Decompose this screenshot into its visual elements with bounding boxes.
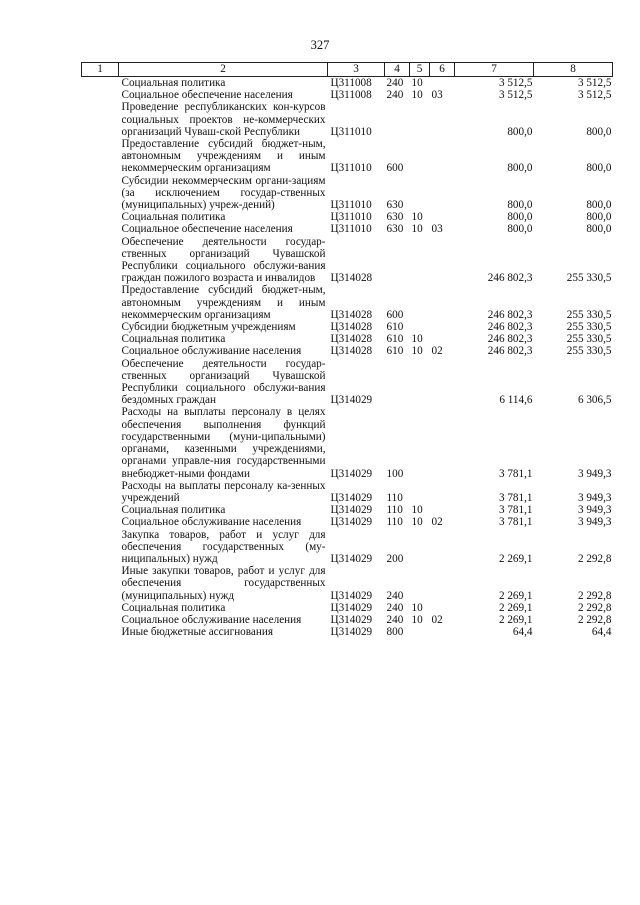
target-code: Ц314029 — [330, 552, 373, 565]
section-code — [410, 529, 430, 566]
section-code — [410, 565, 430, 602]
row-name: Социальная политика — [121, 504, 226, 517]
table-row — [82, 77, 613, 90]
row-name: Иные бюджетные ассигнования — [121, 626, 273, 639]
expense-type — [385, 101, 410, 138]
subsection-code — [430, 480, 455, 504]
amount-col7: 2 269,1 — [498, 552, 533, 565]
table-row — [82, 333, 613, 345]
table-row — [82, 565, 613, 602]
spacer-cell — [82, 406, 119, 479]
spacer-cell — [82, 345, 119, 357]
spacer-cell — [82, 223, 119, 235]
spacer-cell — [82, 321, 119, 333]
expense-type: 610 — [386, 321, 404, 334]
spacer-cell — [82, 504, 119, 516]
subsection-code: 02 — [431, 516, 443, 529]
row-name: Проведение республиканских кон-курсов социальных проектов не-коммерческих организаций Чуваш-ской Республики — [121, 101, 326, 138]
table-row — [82, 504, 613, 516]
spacer-cell — [82, 358, 119, 407]
row-name: Предоставление субсидий бюджет-ным, автономным учреждениям и иным некоммерческим организациям — [121, 138, 326, 175]
row-name: Обеспечение деятельности государ-ственных организаций Чувашской Республики социального обслужи-вания граждан пожилого возраста и инвалидов — [121, 235, 326, 285]
amount-col8: 2 292,8 — [577, 613, 612, 626]
spacer-cell — [82, 614, 119, 626]
expense-type: 110 — [386, 491, 403, 504]
section-code — [410, 321, 430, 333]
amount-col8: 2 292,8 — [577, 601, 612, 614]
subsection-code — [430, 77, 455, 90]
table-row — [82, 284, 613, 321]
amount-col8: 255 330,5 — [566, 333, 612, 346]
subsection-code — [430, 626, 455, 638]
table-row — [82, 614, 613, 626]
spacer-cell — [82, 529, 119, 566]
table-row — [82, 321, 613, 333]
table-header — [82, 63, 613, 77]
section-code: 10 — [411, 211, 423, 224]
amount-col7: 6 114,6 — [499, 394, 533, 407]
row-name: Предоставление субсидий бюджет-ным, автономным учреждениям и иным некоммерческим организациям — [121, 284, 326, 321]
amount-col7: 3 781,1 — [498, 516, 533, 529]
spacer-cell — [82, 626, 119, 638]
target-code: Ц314029 — [330, 613, 373, 626]
section-code — [410, 175, 430, 212]
table-row — [82, 358, 613, 407]
expense-type: 110 — [386, 516, 403, 529]
expense-type: 100 — [386, 467, 404, 480]
column-header: 2 — [119, 63, 328, 77]
target-code: Ц311010 — [330, 125, 372, 138]
table-row — [82, 480, 613, 504]
amount-col8: 255 330,5 — [566, 345, 612, 358]
section-code: 10 — [411, 504, 423, 517]
subsection-code — [430, 602, 455, 614]
amount-col8: 6 306,5 — [577, 394, 612, 407]
row-name: Социальное обеспечение населения — [121, 223, 293, 236]
column-header: 4 — [385, 63, 410, 77]
target-code: Ц311010 — [330, 211, 372, 224]
table-body — [82, 77, 613, 639]
target-code: Ц314029 — [330, 467, 373, 480]
spacer-cell — [82, 516, 119, 528]
section-code — [410, 101, 430, 138]
amount-col7: 246 802,3 — [487, 321, 533, 334]
section-code: 10 — [411, 223, 423, 236]
spacer-cell — [82, 138, 119, 175]
amount-col7: 246 802,3 — [487, 308, 533, 321]
amount-col8: 2 292,8 — [577, 589, 612, 602]
table-row — [82, 101, 613, 138]
row-name: Обеспечение деятельности государ-ственных организаций Чувашской Республики социального обслужи-вания бездомных граждан — [121, 357, 326, 407]
spacer-cell — [82, 101, 119, 138]
target-code: Ц311010 — [330, 223, 372, 236]
amount-col8: 3 949,3 — [577, 467, 612, 480]
row-name: Закупка товаров, работ и услуг для обеспечения государственных (му-ниципальных) нужд — [121, 528, 326, 565]
expense-type: 630 — [386, 223, 404, 236]
table-row — [82, 516, 613, 528]
column-header: 5 — [410, 63, 430, 77]
target-code: Ц314029 — [330, 491, 373, 504]
section-code — [410, 284, 430, 321]
spacer-cell — [82, 602, 119, 614]
row-name: Социальное обслуживание населения — [121, 516, 302, 529]
table-row — [82, 345, 613, 357]
subsection-code — [430, 211, 455, 223]
target-code: Ц314029 — [330, 394, 373, 407]
target-code: Ц314028 — [330, 333, 373, 346]
row-name: Субсидии бюджетным учреждениям — [121, 321, 296, 334]
table-row — [82, 406, 613, 479]
amount-col7: 246 802,3 — [487, 345, 533, 358]
subsection-code — [430, 504, 455, 516]
amount-col7: 3 781,1 — [498, 467, 533, 480]
expense-type: 600 — [386, 162, 404, 175]
spacer-cell — [82, 236, 119, 285]
section-code: 10 — [411, 601, 423, 614]
row-name: Социальное обеспечение населения — [121, 89, 293, 102]
expense-type: 240 — [386, 77, 404, 89]
table-row — [82, 175, 613, 212]
expense-type: 240 — [386, 589, 404, 602]
row-name: Социальная политика — [121, 333, 226, 346]
amount-col8: 3 949,3 — [577, 516, 612, 529]
target-code: Ц314028 — [330, 321, 373, 334]
expense-type — [385, 236, 410, 285]
section-code: 10 — [411, 613, 423, 626]
target-code: Ц314028 — [330, 308, 373, 321]
amount-col8: 800,0 — [586, 125, 612, 138]
row-name: Иные закупки товаров, работ и услуг для обеспечения государственных (муниципальных) нужд — [121, 565, 326, 602]
amount-col8: 3 512,5 — [577, 77, 612, 89]
amount-col8: 64,4 — [591, 626, 612, 639]
amount-col8: 3 949,3 — [577, 491, 612, 504]
target-code: Ц314029 — [330, 626, 373, 639]
column-header: 1 — [82, 63, 119, 77]
target-code: Ц311008 — [330, 77, 372, 89]
section-code — [410, 406, 430, 479]
spacer-cell — [82, 333, 119, 345]
amount-col7: 800,0 — [507, 162, 533, 175]
subsection-code — [430, 406, 455, 479]
section-code — [410, 236, 430, 285]
amount-col7: 800,0 — [507, 125, 533, 138]
subsection-code — [430, 565, 455, 602]
spacer-cell — [82, 480, 119, 504]
target-code: Ц311008 — [330, 89, 372, 102]
spacer-cell — [82, 211, 119, 223]
target-code: Ц314029 — [330, 589, 373, 602]
subsection-code — [430, 333, 455, 345]
target-code: Ц314029 — [330, 601, 373, 614]
column-header: 6 — [430, 63, 455, 77]
spacer-cell — [82, 284, 119, 321]
expense-type: 610 — [386, 345, 404, 358]
table-row — [82, 626, 613, 638]
spacer-cell — [82, 89, 119, 101]
amount-col7: 800,0 — [507, 211, 533, 224]
expense-type — [385, 358, 410, 407]
section-code: 10 — [411, 345, 423, 358]
amount-col8: 800,0 — [586, 223, 612, 236]
amount-col7: 2 269,1 — [498, 601, 533, 614]
target-code: Ц314028 — [330, 272, 373, 285]
section-code — [410, 626, 430, 638]
subsection-code — [430, 101, 455, 138]
expense-type: 800 — [386, 626, 404, 639]
subsection-code — [430, 138, 455, 175]
subsection-code: 03 — [431, 89, 443, 102]
row-name: Социальная политика — [121, 77, 226, 89]
expense-type: 610 — [386, 333, 404, 346]
subsection-code: 02 — [431, 345, 443, 358]
row-name: Расходы на выплаты персоналу ка-зенных учреждений — [121, 479, 326, 504]
expense-type: 600 — [386, 308, 404, 321]
spacer-cell — [82, 77, 119, 90]
amount-col8: 255 330,5 — [566, 321, 612, 334]
table-row — [82, 211, 613, 223]
column-header: 3 — [328, 63, 385, 77]
subsection-code — [430, 321, 455, 333]
subsection-code: 02 — [431, 613, 443, 626]
table-row — [82, 89, 613, 101]
amount-col8: 800,0 — [586, 211, 612, 224]
amount-col8: 255 330,5 — [566, 272, 612, 285]
amount-col7: 3 781,1 — [498, 504, 533, 517]
amount-col7: 246 802,3 — [487, 333, 533, 346]
page-number: 327 — [310, 38, 330, 52]
target-code: Ц314029 — [330, 516, 373, 529]
target-code: Ц311010 — [330, 199, 372, 212]
column-header: 7 — [455, 63, 534, 77]
expense-type: 630 — [386, 199, 404, 212]
amount-col7: 3 781,1 — [498, 491, 533, 504]
amount-col7: 800,0 — [507, 199, 533, 212]
column-header: 8 — [534, 63, 613, 77]
subsection-code: 03 — [431, 223, 443, 236]
expense-type: 630 — [386, 211, 404, 224]
amount-col7: 800,0 — [507, 223, 533, 236]
amount-col7: 2 269,1 — [498, 589, 533, 602]
expense-type: 200 — [386, 552, 404, 565]
expense-type: 240 — [386, 89, 404, 102]
expense-type: 110 — [386, 504, 403, 517]
section-code — [410, 480, 430, 504]
subsection-code — [430, 284, 455, 321]
subsection-code — [430, 358, 455, 407]
amount-col7: 246 802,3 — [487, 272, 533, 285]
amount-col7: 3 512,5 — [498, 77, 533, 89]
subsection-code — [430, 236, 455, 285]
row-name: Социальная политика — [121, 601, 226, 614]
subsection-code — [430, 175, 455, 212]
row-name: Социальное обслуживание населения — [121, 613, 302, 626]
amount-col8: 255 330,5 — [566, 308, 612, 321]
row-name: Социальное обслуживание населения — [121, 345, 302, 358]
table-row — [82, 602, 613, 614]
spacer-cell — [82, 175, 119, 212]
table-row — [82, 529, 613, 566]
amount-col8: 3 512,5 — [577, 89, 612, 102]
table-row — [82, 223, 613, 235]
amount-col8: 2 292,8 — [577, 552, 612, 565]
table-row — [82, 138, 613, 175]
spacer-cell — [82, 565, 119, 602]
section-code: 10 — [411, 89, 423, 102]
amount-col7: 64,4 — [512, 626, 533, 639]
section-code: 10 — [411, 77, 423, 89]
expense-type: 240 — [386, 601, 404, 614]
section-code — [410, 138, 430, 175]
amount-col8: 3 949,3 — [577, 504, 612, 517]
row-name: Расходы на выплаты персоналу в целях обеспечения выполнения функций государственными (муни-ципальными) органами, казенными учреждениями, органами управле-ния государственными внебюджет-ными фондами — [121, 406, 326, 480]
table-row — [82, 236, 613, 285]
row-name: Субсидии некоммерческим органи-зациям (за исключением государ-ственных (муниципальных) учреж-дений) — [121, 174, 326, 212]
budget-table — [81, 62, 613, 638]
subsection-code — [430, 529, 455, 566]
amount-col8: 800,0 — [586, 162, 612, 175]
expense-type: 240 — [386, 613, 404, 626]
amount-col7: 2 269,1 — [498, 613, 533, 626]
amount-col7: 3 512,5 — [498, 89, 533, 102]
row-name: Социальная политика — [121, 211, 226, 224]
target-code: Ц314029 — [330, 504, 373, 517]
header-row — [82, 63, 613, 77]
amount-col8: 800,0 — [586, 199, 612, 212]
section-code: 10 — [411, 333, 423, 346]
section-code: 10 — [411, 516, 423, 529]
target-code: Ц311010 — [330, 162, 372, 175]
section-code — [410, 358, 430, 407]
target-code: Ц314028 — [330, 345, 373, 358]
